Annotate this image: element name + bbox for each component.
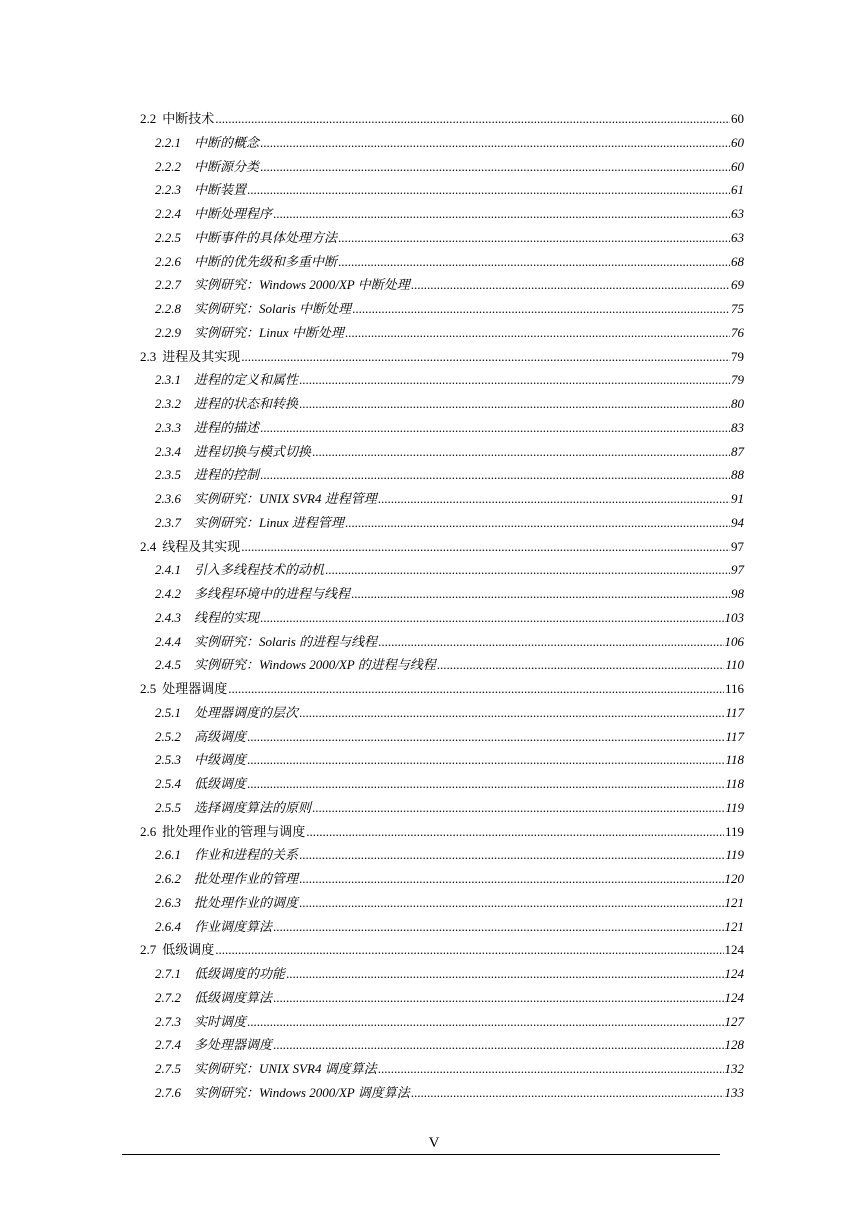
toc-section-entry[interactable]: [0, 107, 744, 131]
toc-dot-leader: [325, 558, 730, 582]
toc-subsection-entry[interactable]: [0, 606, 744, 630]
toc-subsection-entry[interactable]: [0, 416, 744, 440]
toc-dot-leader: [260, 606, 723, 630]
toc-entry-page: 124: [724, 989, 744, 1005]
toc-entry-number: 2.7.5: [155, 1061, 181, 1076]
toc-entry-number: 2.2.3: [155, 182, 181, 198]
toc-subsection-entry[interactable]: [0, 1010, 744, 1034]
toc-entry-title: 进程的定义和属性: [194, 372, 299, 388]
toc-section-entry[interactable]: [0, 535, 744, 559]
toc-entry-title: 实例研究：Solaris 中断处理: [194, 301, 352, 316]
toc-entry-title: 实例研究：UNIX SVR4 调度算法: [194, 1061, 377, 1076]
toc-entry-number: 2.6.1: [155, 847, 181, 863]
toc-entry-title: 实例研究：Windows 2000/XP 调度算法: [194, 1084, 410, 1100]
toc-entry-number: 2.6: [140, 823, 157, 839]
toc-entry-title: 实例研究：Solaris 的进程与线程: [194, 633, 378, 649]
toc-entry-page: 127: [724, 1013, 744, 1029]
toc-subsection-entry[interactable]: [0, 463, 744, 487]
toc-dot-leader: [247, 748, 724, 772]
toc-entry-page: 76: [731, 324, 744, 340]
toc-dot-leader: [351, 582, 730, 606]
toc-subsection-entry[interactable]: [0, 178, 744, 202]
toc-dot-leader: [247, 772, 724, 796]
toc-subsection-entry[interactable]: [0, 297, 744, 321]
toc-entry-page: 116: [724, 681, 744, 696]
toc-entry-page: 97: [731, 538, 744, 554]
toc-subsection-entry[interactable]: [0, 511, 744, 535]
toc-entry-page: 117: [725, 728, 744, 744]
toc-entry-page: 119: [724, 823, 744, 839]
toc-dot-leader: [378, 1057, 724, 1081]
toc-dot-leader: [378, 630, 723, 654]
toc-dot-leader: [260, 416, 730, 440]
toc-entry-page: 118: [725, 776, 744, 791]
toc-entry-title: 作业和进程的关系: [194, 847, 299, 863]
toc-entry-title: 中断处理程序: [194, 206, 273, 221]
toc-entry-title: 线程及其实现: [162, 538, 241, 554]
toc-entry-number: 2.2: [140, 111, 157, 126]
toc-entry-title: 处理器调度: [162, 681, 228, 696]
toc-entry-title: 进程及其实现: [162, 348, 241, 364]
toc-subsection-entry[interactable]: [0, 1081, 744, 1105]
toc-entry-number: 2.3.2: [155, 396, 181, 411]
toc-entry-page: 88: [731, 467, 744, 483]
toc-entry-number: 2.2.5: [155, 229, 181, 245]
toc-entry-title: 多线程环境中的进程与线程: [194, 586, 351, 601]
toc-subsection-entry[interactable]: [0, 368, 744, 392]
toc-entry-title: 中断的优先级和多重中断: [194, 253, 338, 269]
toc-entry-number: 2.3.7: [155, 514, 181, 530]
toc-dot-leader: [338, 250, 730, 274]
toc-dot-leader: [345, 511, 730, 535]
toc-entry-title: 实例研究：Linux 中断处理: [194, 324, 344, 340]
toc-entry-number: 2.3.3: [155, 419, 181, 435]
toc-entry-number: 2.2.1: [155, 134, 181, 150]
footer-rule: [122, 1154, 720, 1155]
toc-entry-page: 98: [731, 586, 744, 601]
toc-entry-page: 91: [731, 491, 744, 506]
toc-entry-title: 高级调度: [194, 728, 247, 744]
toc-entry-number: 2.7.2: [155, 989, 181, 1005]
toc-entry-title: 进程的状态和转换: [194, 396, 299, 411]
toc-entry-number: 2.5.3: [155, 752, 181, 768]
toc-dot-leader: [352, 297, 730, 321]
toc-subsection-entry[interactable]: [0, 1057, 744, 1081]
toc-entry-title: 中断技术: [162, 111, 215, 126]
toc-entry-title: 选择调度算法的原则: [194, 799, 312, 815]
toc-entry-number: 2.5.2: [155, 728, 181, 744]
toc-subsection-entry[interactable]: [0, 1033, 744, 1057]
toc-entry-page: 83: [731, 419, 744, 435]
toc-dot-leader: [338, 226, 730, 250]
toc-entry-number: 2.5.4: [155, 776, 181, 791]
toc-entry-page: 60: [731, 158, 744, 174]
toc-entry-title: 低级调度: [162, 942, 215, 958]
toc-entry-page: 110: [725, 657, 744, 673]
toc-entry-number: 2.3.5: [155, 467, 181, 483]
toc-dot-leader: [241, 535, 730, 559]
toc-dot-leader: [299, 843, 724, 867]
toc-entry-page: 68: [731, 253, 744, 269]
toc-entry-number: 2.7: [140, 942, 157, 958]
toc-entry-title: 引入多线程技术的动机: [194, 562, 325, 578]
toc-entry-number: 2.4.3: [155, 609, 181, 625]
toc-entry-number: 2.2.8: [155, 301, 181, 316]
toc-dot-leader: [215, 107, 730, 131]
toc-entry-title: 实例研究：UNIX SVR4 进程管理: [194, 491, 377, 506]
toc-entry-title: 进程的描述: [194, 419, 260, 435]
toc-dot-leader: [299, 867, 723, 891]
toc-dot-leader: [260, 463, 730, 487]
toc-dot-leader: [228, 677, 724, 701]
toc-entry-number: 2.2.7: [155, 277, 181, 293]
toc-entry-title: 实例研究：Windows 2000/XP 中断处理: [194, 277, 410, 293]
toc-entry-number: 2.5.5: [155, 799, 181, 815]
toc-entry-page: 118: [725, 752, 744, 768]
toc-dot-leader: [260, 155, 730, 179]
toc-subsection-entry[interactable]: [0, 392, 744, 416]
toc-dot-leader: [241, 345, 730, 369]
toc-entry-page: 79: [731, 348, 744, 364]
toc-dot-leader: [411, 1081, 724, 1105]
toc-entry-title: 批处理作业的调度: [194, 894, 299, 910]
toc-entry-title: 中断装置: [194, 182, 247, 198]
toc-dot-leader: [306, 820, 724, 844]
toc-dot-leader: [299, 701, 724, 725]
toc-dot-leader: [312, 796, 724, 820]
toc-dot-leader: [247, 725, 724, 749]
toc-dot-leader: [273, 986, 723, 1010]
toc-entry-page: 132: [724, 1061, 744, 1076]
toc-entry-number: 2.7.1: [155, 966, 181, 981]
toc-entry-number: 2.7.3: [155, 1013, 181, 1029]
toc-entry-title: 作业调度算法: [194, 918, 273, 934]
toc-entry-number: 2.7.4: [155, 1037, 181, 1053]
toc-entry-page: 117: [725, 704, 744, 720]
toc-dot-leader: [273, 202, 730, 226]
toc-entry-page: 75: [731, 301, 744, 316]
toc-entry-number: 2.2.2: [155, 158, 181, 174]
toc-dot-leader: [411, 273, 730, 297]
toc-subsection-entry[interactable]: [0, 843, 744, 867]
toc-entry-title: 处理器调度的层次: [194, 704, 299, 720]
toc-entry-page: 124: [724, 942, 744, 958]
toc-dot-leader: [378, 487, 730, 511]
toc-subsection-entry[interactable]: [0, 701, 744, 725]
toc-entry-page: 121: [724, 894, 744, 910]
toc-entry-page: 94: [731, 514, 744, 530]
toc-entry-page: 124: [724, 966, 744, 981]
toc-entry-title: 中断事件的具体处理方法: [194, 229, 338, 245]
toc-entry-page: 87: [731, 443, 744, 459]
toc-subsection-entry[interactable]: [0, 250, 744, 274]
toc-section-entry[interactable]: [0, 938, 744, 962]
toc-entry-title: 进程的控制: [194, 467, 260, 483]
toc-subsection-entry[interactable]: [0, 558, 744, 582]
toc-entry-title: 批处理作业的管理: [194, 871, 299, 886]
toc-entry-number: 2.6.2: [155, 871, 181, 886]
toc-entry-number: 2.4.5: [155, 657, 181, 673]
toc-subsection-entry[interactable]: [0, 487, 744, 511]
toc-entry-page: 69: [731, 277, 744, 293]
toc-dot-leader: [247, 178, 730, 202]
toc-entry-page: 106: [724, 633, 744, 649]
toc-entry-title: 低级调度: [194, 776, 247, 791]
toc-entry-number: 2.6.3: [155, 894, 181, 910]
toc-subsection-entry[interactable]: [0, 772, 744, 796]
toc-entry-page: 97: [731, 562, 744, 578]
toc-dot-leader: [247, 1010, 723, 1034]
toc-entry-number: 2.5.1: [155, 704, 181, 720]
toc-entry-title: 中断的概念: [194, 134, 260, 150]
toc-entry-number: 2.3.1: [155, 372, 181, 388]
toc-entry-title: 低级调度算法: [194, 989, 273, 1005]
toc-entry-page: 121: [724, 918, 744, 934]
toc-entry-page: 133: [724, 1084, 744, 1100]
toc-subsection-entry[interactable]: [0, 796, 744, 820]
toc-subsection-entry[interactable]: [0, 986, 744, 1010]
toc-entry-page: 61: [731, 182, 744, 198]
toc-entry-title: 中断源分类: [194, 158, 260, 174]
toc-dot-leader: [299, 392, 730, 416]
toc-subsection-entry[interactable]: [0, 891, 744, 915]
toc-entry-number: 2.2.6: [155, 253, 181, 269]
toc-dot-leader: [299, 891, 723, 915]
toc-section-entry[interactable]: [0, 677, 744, 701]
toc-entry-page: 60: [731, 134, 744, 150]
toc-entry-title: 中级调度: [194, 752, 247, 768]
toc-entry-page: 63: [731, 206, 744, 221]
toc-entry-page: 103: [724, 609, 744, 625]
toc-entry-title: 批处理作业的管理与调度: [162, 823, 306, 839]
toc-entry-number: 2.4: [140, 538, 157, 554]
toc-subsection-entry[interactable]: [0, 748, 744, 772]
toc-entry-title: 线程的实现: [194, 609, 260, 625]
toc-entry-number: 2.6.4: [155, 918, 181, 934]
toc-section-entry[interactable]: [0, 820, 744, 844]
toc-entry-page: 119: [725, 799, 744, 815]
toc-entry-page: 79: [731, 372, 744, 388]
toc-entry-title: 多处理器调度: [194, 1037, 273, 1053]
toc-dot-leader: [260, 131, 730, 155]
toc-entry-number: 2.7.6: [155, 1084, 181, 1100]
toc-section-entry[interactable]: [0, 345, 744, 369]
toc-subsection-entry[interactable]: [0, 653, 744, 677]
toc-dot-leader: [312, 440, 730, 464]
toc-entry-page: 119: [725, 847, 744, 863]
toc-dot-leader: [273, 915, 723, 939]
toc-entry-title: 进程切换与模式切换: [194, 443, 312, 459]
toc-entry-number: 2.2.4: [155, 206, 181, 221]
toc-entry-page: 128: [724, 1037, 744, 1053]
toc-subsection-entry[interactable]: [0, 155, 744, 179]
toc-dot-leader: [299, 368, 730, 392]
toc-entry-number: 2.5: [140, 681, 157, 696]
toc-dot-leader: [437, 653, 725, 677]
toc-subsection-entry[interactable]: [0, 962, 744, 986]
toc-entry-title: 实例研究：Windows 2000/XP 的进程与线程: [194, 657, 436, 673]
toc-entry-page: 80: [731, 396, 744, 411]
toc-entry-page: 120: [724, 871, 744, 886]
toc-entry-number: 2.3: [140, 348, 157, 364]
toc-entry-page: 63: [731, 229, 744, 245]
toc-dot-leader: [215, 938, 723, 962]
footer-page-number: V: [428, 1135, 440, 1151]
toc-subsection-entry[interactable]: [0, 725, 744, 749]
table-of-contents: [0, 107, 868, 1105]
toc-dot-leader: [345, 321, 730, 345]
toc-subsection-entry[interactable]: [0, 630, 744, 654]
toc-entry-title: 实例研究：Linux 进程管理: [194, 514, 344, 530]
toc-subsection-entry[interactable]: [0, 582, 744, 606]
toc-entry-number: 2.4.4: [155, 633, 181, 649]
toc-dot-leader: [286, 962, 723, 986]
toc-entry-title: 低级调度的功能: [194, 966, 286, 981]
toc-subsection-entry[interactable]: [0, 226, 744, 250]
toc-entry-title: 实时调度: [194, 1013, 247, 1029]
toc-subsection-entry[interactable]: [0, 867, 744, 891]
toc-subsection-entry[interactable]: [0, 131, 744, 155]
toc-subsection-entry[interactable]: [0, 273, 744, 297]
toc-dot-leader: [273, 1033, 723, 1057]
toc-entry-number: 2.2.9: [155, 324, 181, 340]
toc-entry-page: 60: [731, 111, 744, 126]
toc-subsection-entry[interactable]: [0, 321, 744, 345]
toc-entry-number: 2.3.6: [155, 491, 181, 506]
toc-entry-number: 2.3.4: [155, 443, 181, 459]
toc-entry-number: 2.4.2: [155, 586, 181, 601]
toc-subsection-entry[interactable]: [0, 915, 744, 939]
toc-entry-number: 2.4.1: [155, 562, 181, 578]
toc-subsection-entry[interactable]: [0, 440, 744, 464]
toc-subsection-entry[interactable]: [0, 202, 744, 226]
